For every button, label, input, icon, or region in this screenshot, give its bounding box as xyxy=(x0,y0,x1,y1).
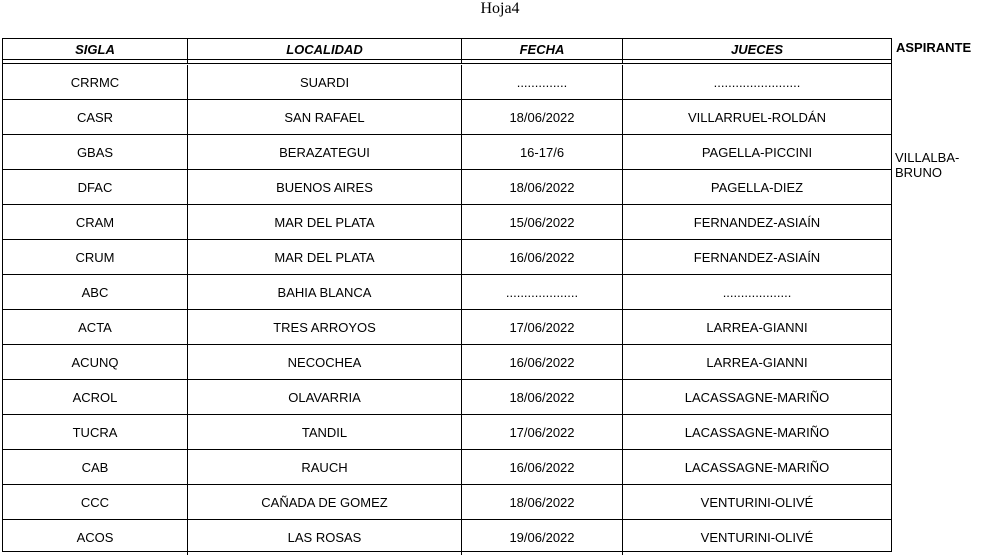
cell-jueces: LARREA-GIANNI xyxy=(706,354,808,370)
table-row xyxy=(3,310,891,345)
cell-localidad: TANDIL xyxy=(188,415,462,449)
table-row xyxy=(3,485,891,520)
cell-localidad: MAR DEL PLATA xyxy=(188,240,462,274)
header-fecha: FECHA xyxy=(462,39,623,59)
table-row xyxy=(3,240,891,275)
cell-localidad: MAR DEL PLATA xyxy=(188,205,462,239)
header-jueces: JUECES xyxy=(730,41,784,57)
cell-sigla: CRAM xyxy=(3,205,188,239)
aspirante-value: VILLALBA-BRUNO xyxy=(895,150,960,180)
cell-jueces: PAGELLA-PICCINI xyxy=(701,144,813,160)
cell-jueces: FERNANDEZ-ASIAÍN xyxy=(693,214,821,230)
cell-jueces: VENTURINI-OLIVÉ xyxy=(700,494,814,510)
aspirante-label: ASPIRANTE xyxy=(896,40,972,55)
header-divider xyxy=(3,60,891,64)
table-row xyxy=(3,450,891,485)
table-row xyxy=(3,415,891,450)
cell-fecha: 16/06/2022 xyxy=(462,345,623,379)
cell-sigla: CRUM xyxy=(3,240,188,274)
cell-sigla: DFAC xyxy=(3,170,188,204)
cell-fecha: 15/06/2022 xyxy=(462,205,623,239)
cell-jueces: LACASSAGNE-MARIÑO xyxy=(684,424,830,440)
cell-jueces: ........................ xyxy=(713,74,801,90)
cell-sigla: CAB xyxy=(3,450,188,484)
cell-fecha: .............. xyxy=(462,65,623,99)
cell-fecha: 16/06/2022 xyxy=(462,240,623,274)
cell-jueces: LACASSAGNE-MARIÑO xyxy=(684,459,830,475)
header-sigla: SIGLA xyxy=(3,39,188,59)
table-row xyxy=(3,100,891,135)
table-row xyxy=(3,170,891,205)
cell-jueces: LACASSAGNE-MARIÑO xyxy=(684,389,830,405)
cell-sigla: ABC xyxy=(3,275,188,309)
cell-localidad: SAN RAFAEL xyxy=(188,100,462,134)
table-row xyxy=(3,205,891,240)
cell-fecha: 18/06/2022 xyxy=(462,380,623,414)
table-row xyxy=(3,520,891,555)
header-localidad: LOCALIDAD xyxy=(188,39,462,59)
cell-fecha: 17/06/2022 xyxy=(462,415,623,449)
cell-fecha: 18/06/2022 xyxy=(462,170,623,204)
cell-fecha: .................... xyxy=(462,275,623,309)
cell-sigla: GBAS xyxy=(3,135,188,169)
cell-fecha: 18/06/2022 xyxy=(462,100,623,134)
cell-fecha: 17/06/2022 xyxy=(462,310,623,344)
cell-fecha: 18/06/2022 xyxy=(462,485,623,519)
cell-localidad: LAS ROSAS xyxy=(188,520,462,555)
cell-sigla: ACUNQ xyxy=(3,345,188,379)
cell-localidad: RAUCH xyxy=(188,450,462,484)
cell-sigla: ACOS xyxy=(3,520,188,555)
cell-localidad: SUARDI xyxy=(188,65,462,99)
cell-fecha: 16/06/2022 xyxy=(462,450,623,484)
cell-sigla: ACROL xyxy=(3,380,188,414)
cell-sigla: TUCRA xyxy=(3,415,188,449)
cell-jueces: VENTURINI-OLIVÉ xyxy=(700,530,814,545)
sheet-title: Hoja4 xyxy=(480,0,520,17)
cell-localidad: CAÑADA DE GOMEZ xyxy=(188,485,462,519)
cell-sigla: CRRMC xyxy=(3,65,188,99)
cell-localidad: BUENOS AIRES xyxy=(188,170,462,204)
table-row xyxy=(3,275,891,310)
cell-localidad: BAHIA BLANCA xyxy=(188,275,462,309)
cell-localidad: OLAVARRIA xyxy=(188,380,462,414)
table-row xyxy=(3,135,891,170)
judges-table xyxy=(2,38,892,552)
table-row xyxy=(3,65,891,100)
cell-localidad: TRES ARROYOS xyxy=(188,310,462,344)
cell-localidad: BERAZATEGUI xyxy=(188,135,462,169)
cell-jueces: FERNANDEZ-ASIAÍN xyxy=(693,249,821,265)
cell-fecha: 16-17/6 xyxy=(462,135,623,169)
cell-jueces: ................... xyxy=(722,284,792,300)
table-row xyxy=(3,380,891,415)
cell-sigla: CASR xyxy=(3,100,188,134)
table-header-row xyxy=(3,39,891,60)
cell-localidad: NECOCHEA xyxy=(188,345,462,379)
cell-fecha: 19/06/2022 xyxy=(462,520,623,555)
cell-jueces: VILLARRUEL-ROLDÁN xyxy=(688,109,826,125)
cell-sigla: CCC xyxy=(3,485,188,519)
cell-sigla: ACTA xyxy=(3,310,188,344)
table-row xyxy=(3,345,891,380)
cell-jueces: PAGELLA-DIEZ xyxy=(710,179,804,195)
cell-jueces: LARREA-GIANNI xyxy=(706,319,808,335)
